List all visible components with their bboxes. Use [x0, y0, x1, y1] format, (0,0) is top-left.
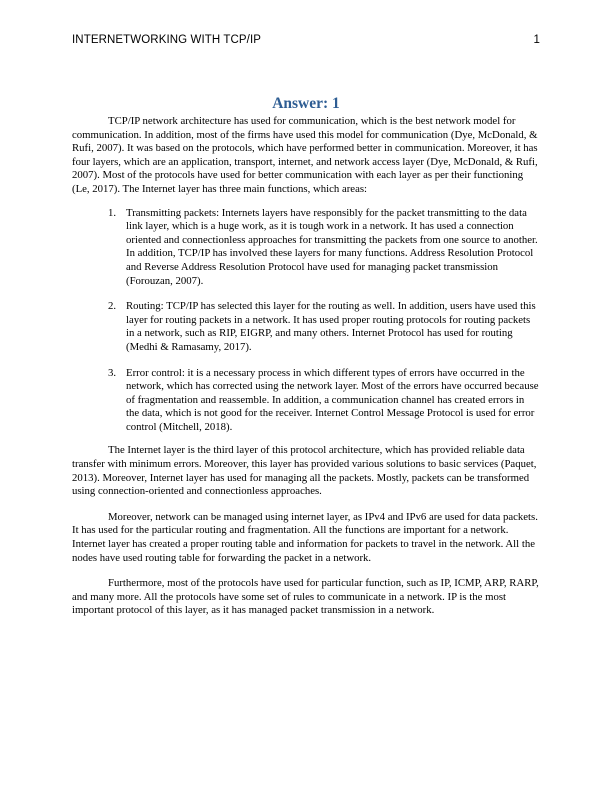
answer-heading: Answer: 1 — [272, 95, 340, 112]
document-body — [72, 94, 540, 618]
body-paragraph: Furthermore, most of the protocols have used for particular function, such as IP, ICMP, ARP, RARP, and many more. All the protocols have some set of rules to communicate in a network. IP is the most important protocol of this layer, as it has managed packet transmission in a network. — [72, 577, 539, 617]
list-item-number: 1. — [108, 206, 117, 219]
list-item — [72, 367, 540, 435]
functions-list — [72, 207, 540, 435]
list-item-number: 3. — [108, 366, 117, 379]
list-item-text: Transmitting packets: Internets layers have responsibly for the packet transmitting to the data link layer, which is a huge work, as it is tough work in a network. It has used a connection oriented and connectionless approaches for transmitting the packets from one source to another. In addition, TCP/IP has involved these layers for many functions. Address Resolution Protocol and Reverse Address Resolution Protocol have used for managing packet transmission (Forouzan, 2007). — [126, 206, 538, 287]
list-item — [72, 300, 540, 354]
list-item — [72, 207, 540, 289]
list-item-text: Routing: TCP/IP has selected this layer for the routing as well. In addition, users have used this layer for routing packets in a network. It has used proper routing protocols for routing packets in a network, such as RIP, EIGRP, and many others. Internet Protocol has used for routing (Medhi & Ramasamy, 2017). — [126, 300, 536, 353]
intro-paragraph: TCP/IP network architecture has used for communication, which is the best network model for communication. In addition, most of the firms have used this model for communication (Dye, McDonald, & Rufi, 2007). It was based on the protocols, which have performed better in communication. Moreover, it has four layers, which are an application, transport, internet, and network access layer (Dye, McDonald, & Rufi, 2007). Most of the protocols have used for better communication with each layer as per their functioning (Le, 2017). The Internet layer has three main functions, which areas: — [72, 115, 538, 195]
list-item-text: Error control: it is a necessary process in which different types of errors have occurred in the network, which has corrected using the network layer. Most of the errors have occurred because of fragmentation and reassemble. In addition, a communication channel has created errors in the data, which is not good for the receiver. Internet Control Message Protocol is used for error control (Mitchell, 2018). — [126, 366, 539, 433]
running-head-title: INTERNETWORKING WITH TCP/IP — [72, 34, 262, 46]
list-item-number: 2. — [108, 300, 117, 313]
body-paragraph: Moreover, network can be managed using internet layer, as IPv4 and IPv6 are used for data packets. It has used for the particular routing and fragmentation. All the functions are important for a network. Internet layer has created a proper routing table and information for packets to travel in the network. All the nodes have used routing table for forwarding the packet in a network. — [72, 510, 538, 564]
body-paragraph: The Internet layer is the third layer of this protocol architecture, which has provided reliable data transfer with minimum errors. Moreover, this layer has provided various solutions to basic services (Paquet, 2013). Moreover, Internet layer has used for managing all the packets. Mostly, packets can be transformed using connection-oriented and connectionless approaches. — [72, 444, 537, 498]
page-number: 1 — [533, 34, 540, 46]
running-head — [72, 34, 540, 46]
